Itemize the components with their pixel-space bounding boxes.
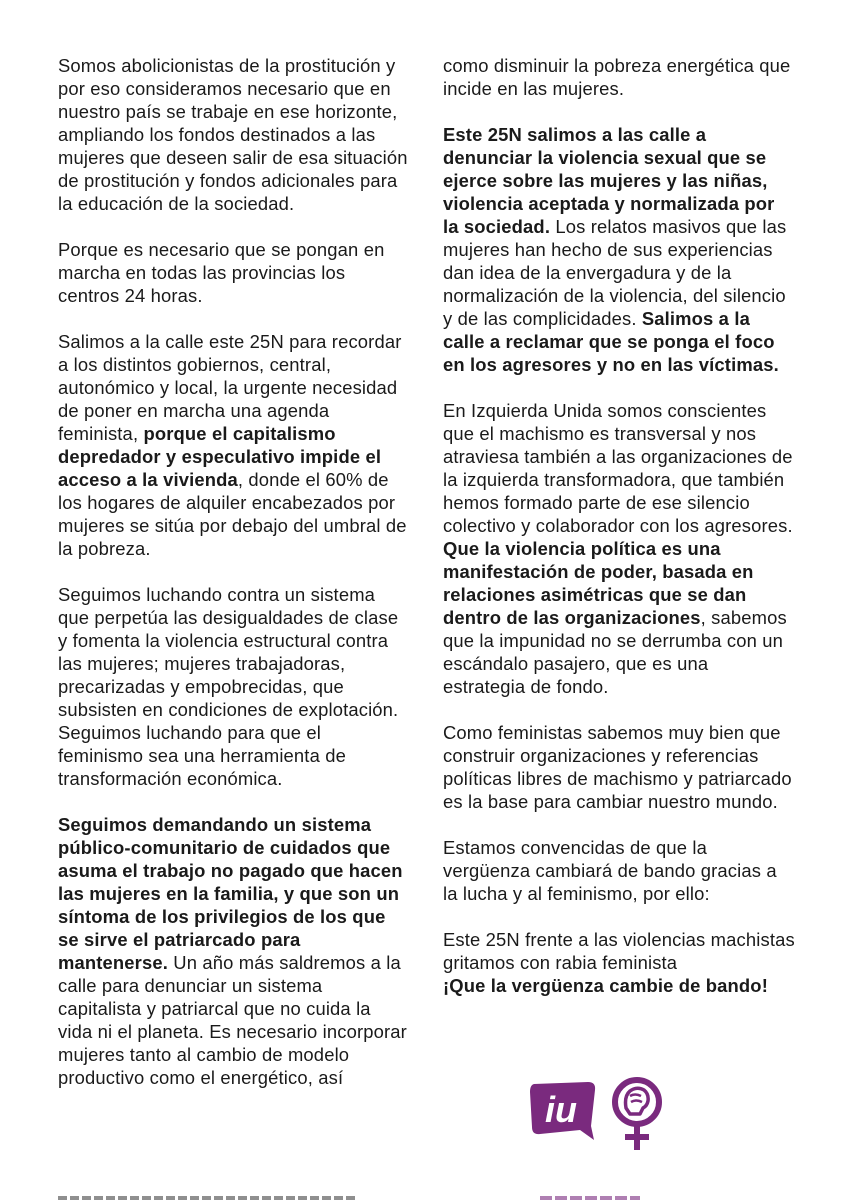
paragraph-political-violence-text-end: , sabemos que la impunidad no se derrumba con un escándalo pasajero, que es una estrategia de fondo. — [443, 607, 787, 697]
paragraph-sexual-violence-bold: Este 25N salimos a las calle a denunciar la violencia sexual que se ejerce sobre las mujeres y las niñas, violencia aceptada y normalizada por la sociedad. — [443, 124, 775, 237]
paragraph-shame — [443, 836, 795, 905]
paragraph-centers — [58, 238, 410, 307]
paragraph-structural-violence — [58, 583, 410, 790]
left-column — [58, 54, 410, 1089]
paragraph-abolition — [58, 54, 410, 215]
paragraph-sexual-violence — [443, 123, 795, 376]
right-column — [443, 54, 795, 1020]
paragraph-care-system-text: Un año más saldremos a la calle para denunciar un sistema capitalista y patriarcal que no cuida la vida ni el planeta. Es necesario incorporar mujeres tanto al cambio de modelo productivo como el energético, así — [58, 952, 407, 1088]
paragraph-closing-text: Este 25N frente a las violencias machistas gritamos con rabia feminista — [443, 929, 795, 973]
paragraph-energy-poverty — [443, 54, 795, 100]
paragraph-centers-text: Porque es necesario que se pongan en marcha en todas las provincias los centros 24 horas. — [58, 239, 385, 306]
paragraph-sexual-violence-text: Los relatos masivos que las mujeres han hecho de sus experiencias dan idea de la envergadura y de la normalización de la violencia, del silencio y de las complicidades. — [443, 216, 787, 329]
paragraph-structural-violence-text: Seguimos luchando contra un sistema que perpetúa las desigualdades de clase y fomenta la violencia estructural contra las mujeres; mujeres trabajadoras, precarizadas y empobrecidas, que subsisten en condiciones de explotación. Seguimos luchando para que el feminismo sea una herramienta de transformación económica. — [58, 584, 399, 789]
iu-logo-text: iu — [545, 1089, 577, 1130]
paragraph-abolition-text: Somos abolicionistas de la prostitución y por eso consideramos necesario que en nuestro país se trabaje en ese horizonte, ampliando los fondos destinados a las mujeres que deseen salir de esa situación de prostitución y fondos adicionales para la educación de la sociedad. — [58, 55, 408, 214]
closing-slogan: ¡Que la vergüenza cambie de bando! — [443, 975, 768, 996]
footer-left-fragment — [58, 1192, 358, 1200]
paragraph-care-system-bold: Seguimos demandando un sistema público-comunitario de cuidados que asuma el trabajo no pagado que hacen las mujeres en la familia, y que son un síntoma de los privilegios de los que se sirve el patriarcado para mantenerse. — [58, 814, 403, 973]
paragraph-care-system — [58, 813, 410, 1089]
paragraph-closing — [443, 928, 795, 997]
venus-fist-icon — [608, 1074, 666, 1154]
paragraph-shame-text: Estamos convencidas de que la vergüenza cambiará de bando gracias a la lucha y al feminismo, por ello: — [443, 837, 777, 904]
footer-right-fragment — [540, 1192, 640, 1200]
paragraph-political-violence-text: En Izquierda Unida somos conscientes que el machismo es transversal y nos atraviesa también a las organizaciones de la izquierda transformadora, que también hemos formado parte de ese silencio colectivo y colaborador con los agresores. — [443, 400, 793, 536]
paragraph-housing — [58, 330, 410, 560]
paragraph-political-violence — [443, 399, 795, 698]
paragraph-sexual-violence-bold-end: Salimos a la calle a reclamar que se ponga el foco en los agresores y no en las víctimas. — [443, 308, 779, 375]
footer-cropped-text — [0, 1192, 848, 1200]
paragraph-housing-text-end: , donde el 60% de los hogares de alquiler encabezados por mujeres se sitúa por debajo del umbral de la pobreza. — [58, 469, 407, 559]
logos — [528, 1074, 668, 1154]
paragraph-housing-text: Salimos a la calle este 25N para recordar a los distintos gobiernos, central, autonómico y local, la urgente necesidad de poner en marcha una agenda feminista, — [58, 331, 402, 444]
iu-logo — [528, 1080, 598, 1144]
paragraph-energy-poverty-text: como disminuir la pobreza energética que incide en las mujeres. — [443, 55, 791, 99]
paragraph-feminists-text: Como feministas sabemos muy bien que construir organizaciones y referencias políticas libres de machismo y patriarcado es la base para cambiar nuestro mundo. — [443, 722, 792, 812]
paragraph-political-violence-bold: Que la violencia política es una manifestación de poder, basada en relaciones asimétricas que se dan dentro de las organizaciones — [443, 538, 754, 628]
paragraph-housing-bold: porque el capitalismo depredador y especulativo impide el acceso a la vivienda — [58, 423, 382, 490]
paragraph-feminists — [443, 721, 795, 813]
